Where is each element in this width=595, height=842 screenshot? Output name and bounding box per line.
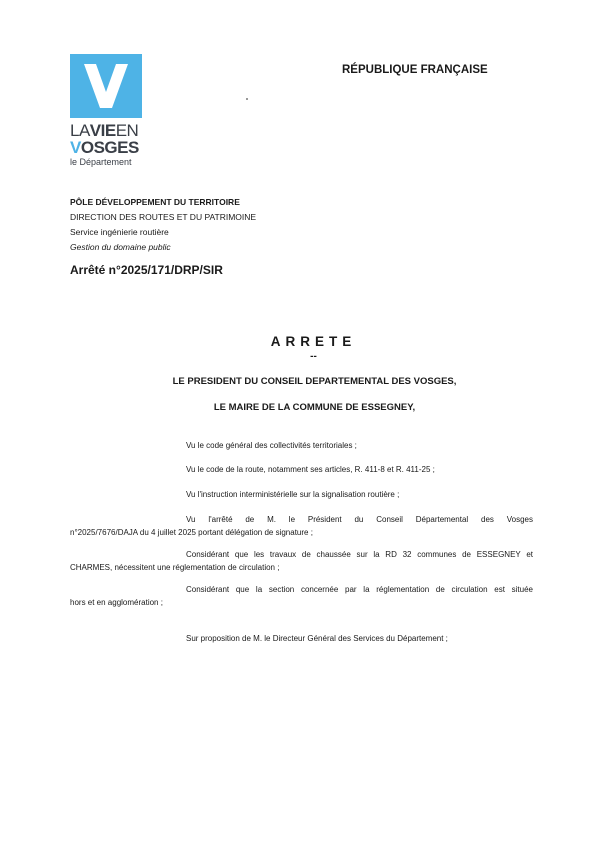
paragraph-considerant-travaux-line2: CHARMES, nécessitent une réglementation de circulation ; bbox=[70, 563, 280, 572]
authority-president: LE PRESIDENT DU CONSEIL DEPARTEMENTAL DES VOSGES, bbox=[172, 376, 457, 387]
paragraph-sur-proposition: Sur proposition de M. le Directeur Général des Services du Département ; bbox=[186, 634, 448, 643]
document-title: ARRETE bbox=[270, 334, 357, 349]
paragraph-line: Considérant que la section concernée par la réglementation de circulation est située bbox=[186, 585, 533, 594]
paragraph-vu-instruction: Vu l'instruction interministérielle sur la signalisation routière ; bbox=[186, 490, 400, 499]
scan-speck bbox=[246, 98, 248, 100]
arrete-number: Arrêté n°2025/171/DRP/SIR bbox=[70, 263, 223, 277]
paragraph-vu-code-collectivites: Vu le code général des collectivités territoriales ; bbox=[186, 441, 357, 450]
direction-name: DIRECTION DES ROUTES ET DU PATRIMOINE bbox=[70, 212, 257, 222]
department-logo bbox=[70, 54, 144, 168]
logo-text-vosges: VOSGES bbox=[70, 138, 139, 157]
issuing-service-block bbox=[70, 195, 256, 255]
paragraph-considerant-travaux-line1 bbox=[186, 548, 533, 562]
paragraph-considerant-section-line1 bbox=[186, 583, 533, 597]
paragraph-vu-code-route: Vu le code de la route, notamment ses articles, R. 411-8 et R. 411-25 ; bbox=[186, 465, 435, 474]
paragraph-line: Vu l'arrêté de M. le Président du Conseil Départemental des Vosges bbox=[186, 515, 533, 524]
logo-v-mark bbox=[70, 54, 142, 118]
paragraph-vu-arrete-line2: n°2025/7676/DAJA du 4 juillet 2025 portant délégation de signature ; bbox=[70, 528, 313, 537]
service-name: Service ingénierie routière bbox=[70, 227, 169, 237]
paragraph-line: Considérant que les travaux de chaussée sur la RD 32 communes de ESSEGNEY et bbox=[186, 550, 533, 559]
paragraph-considerant-section-line2: hors et en agglomération ; bbox=[70, 598, 163, 607]
logo-v-icon bbox=[70, 54, 142, 118]
title-separator: -- bbox=[310, 351, 317, 362]
republic-heading: RÉPUBLIQUE FRANÇAISE bbox=[342, 64, 488, 76]
gestion-name: Gestion du domaine public bbox=[70, 242, 171, 252]
paragraph-vu-arrete-line1 bbox=[186, 513, 533, 527]
logo-text-la-vie-en: LAVIEEN bbox=[70, 121, 139, 140]
authority-mayor: LE MAIRE DE LA COMMUNE DE ESSEGNEY, bbox=[213, 402, 416, 413]
pole-name: PÔLE DÉVELOPPEMENT DU TERRITOIRE bbox=[70, 197, 240, 207]
logo-subtitle: le Département bbox=[70, 157, 132, 167]
